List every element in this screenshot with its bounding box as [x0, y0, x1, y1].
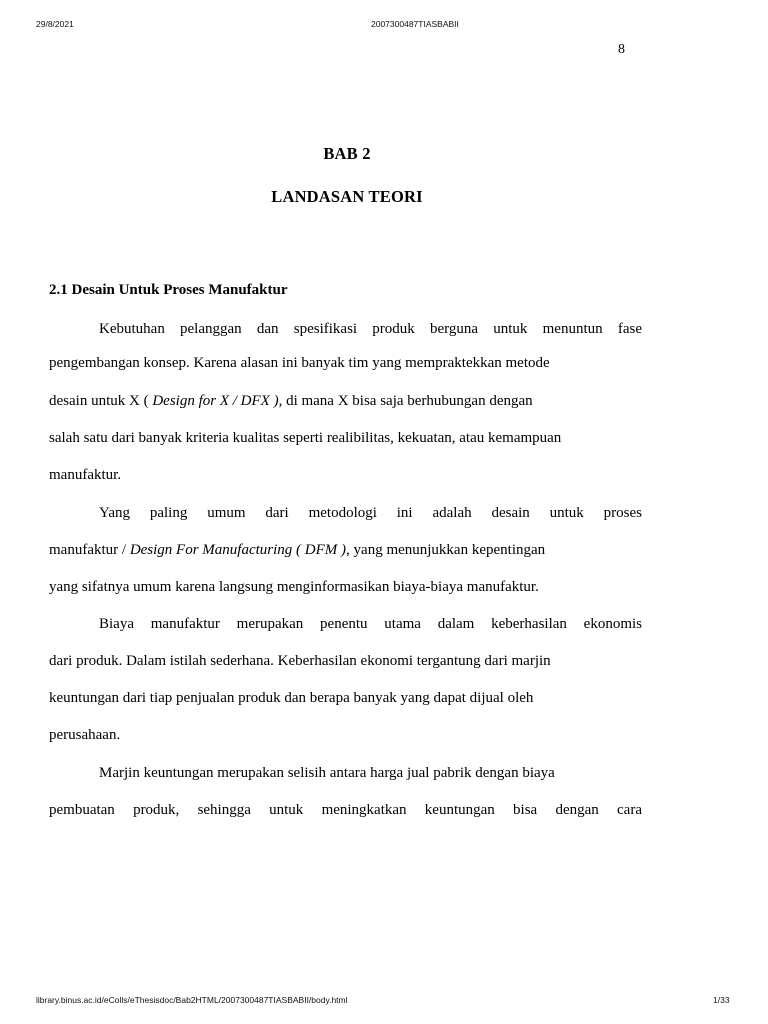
text-line: pembuatan produk, sehingga untuk meningkatkan keuntungan bisa dengan cara	[49, 802, 642, 818]
print-document-title: 2007300487TIASBABII	[371, 19, 459, 29]
text-line: salah satu dari banyak kriteria kualitas seperti realibilitas, kekuatan, atau kemampuan	[49, 430, 562, 446]
text-line: pengembangan konsep. Karena alasan ini banyak tim yang mempraktekkan metode	[49, 355, 550, 371]
text-line: Kebutuhan pelanggan dan spesifikasi produk berguna untuk menuntun fase	[99, 321, 642, 337]
text-line: yang sifatnya umum karena langsung menginformasikan biaya-biaya manufaktur.	[49, 579, 539, 595]
text-line: Marjin keuntungan merupakan selisih antara harga jual pabrik dengan biaya	[99, 765, 555, 781]
text-line: keuntungan dari tiap penjualan produk dan berapa banyak yang dapat dijual oleh	[49, 690, 534, 706]
text-line	[49, 391, 533, 411]
text-line: manufaktur.	[49, 467, 122, 483]
text-run: manufaktur /	[49, 542, 130, 558]
italic-term: Design for X / DFX )	[152, 393, 279, 409]
italic-term: Design For Manufacturing ( DFM )	[129, 542, 347, 558]
text-line: Biaya manufaktur merupakan penentu utama dalam keberhasilan ekonomis	[99, 616, 642, 632]
text-run: , yang menunjukkan kepentingan	[346, 542, 546, 558]
chapter-label: BAB 2	[323, 144, 371, 163]
print-url: library.binus.ac.id/eColls/eThesisdoc/Bab2HTML/2007300487TIASBABII/body.html	[36, 995, 348, 1005]
text-run: desain untuk X (	[49, 393, 153, 409]
section-heading: 2.1 Desain Untuk Proses Manufaktur	[49, 282, 288, 298]
text-line	[49, 540, 545, 560]
print-date: 29/8/2021	[36, 19, 74, 29]
text-run: , di mana X bisa saja berhubungan dengan	[278, 393, 533, 409]
chapter-title: LANDASAN TEORI	[271, 187, 423, 206]
text-line: Yang paling umum dari metodologi ini adalah desain untuk proses	[99, 505, 642, 521]
page-number: 8	[618, 42, 625, 57]
text-line: perusahaan.	[49, 727, 121, 743]
print-page-count: 1/33	[713, 995, 730, 1005]
text-line: dari produk. Dalam istilah sederhana. Keberhasilan ekonomi tergantung dari marjin	[49, 653, 551, 669]
